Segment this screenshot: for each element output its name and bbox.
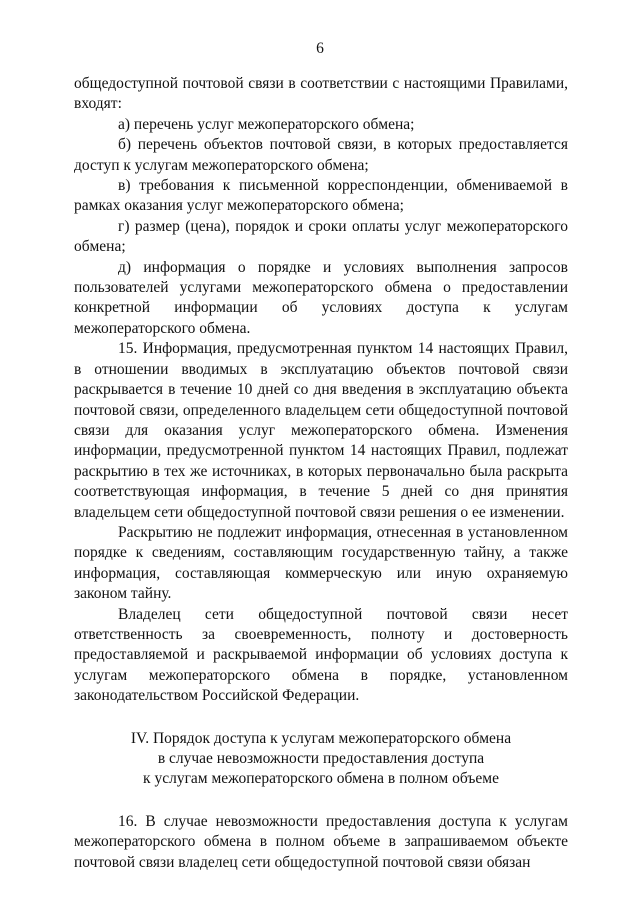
paragraph-15: 15. Информация, предусмотренная пунктом 14 настоящих Правил, в отношении вводимых в эксплуатацию объектов почтовой связи раскрывается в течение 10 дней со дня введения в эксплуатацию объекта почтовой связи, определенного владельцем сети общедоступной почтовой связи для оказания услуг межоператорского обмена. Изменения информации, предусмотренной пунктом 14 настоящих Правил, подлежат раскрытию в тех же источниках, в которых первоначально была раскрыта соответствующая информация, в течение 5 дней со дня принятия владельцем сети общедоступной почтовой связи решения о ее изменении. <box>74 340 568 521</box>
paragraph-continuation: общедоступной почтовой связи в соответствии с настоящими Правилами, входят: <box>74 75 568 113</box>
document-body <box>74 74 568 873</box>
paragraph-owner-responsibility: Владелец сети общедоступной почтовой связи несет ответственность за своевременность, полноту и достоверность предоставляемой и раскрываемой информации об условиях доступа к услугам межоператорского обмена в порядке, установленном законодательством Российской Федерации. <box>74 605 568 705</box>
list-item-d: д) информация о порядке и условиях выполнения запросов пользователей услугами межоператорского обмена о предоставлении конкретной информации об условиях доступа к услугам межоператорского обмена. <box>74 258 568 337</box>
section-heading <box>74 729 568 790</box>
paragraph-16: 16. В случае невозможности предоставления доступа к услугам межоператорского обмена в полном объеме в запрашиваемом объекте почтовой связи владелец сети общедоступной почтовой связи обязан <box>74 812 568 871</box>
page-number: 6 <box>316 40 324 57</box>
paragraph-disclosure-exception: Раскрытию не подлежит информация, отнесенная в установленном порядке к сведениям, составляющим государственную тайну, а также информация, составляющая коммерческую или иную охраняемую законом тайну. <box>74 523 568 603</box>
list-item-g: г) размер (цена), порядок и сроки оплаты услуг межоператорского обмена; <box>74 217 568 256</box>
section-heading-line: к услугам межоператорского обмена в полном объеме <box>143 770 499 788</box>
section-heading-line: IV. Порядок доступа к услугам межоператорского обмена <box>130 729 512 747</box>
section-heading-line: в случае невозможности предоставления доступа <box>157 750 485 767</box>
list-item-v: в) требования к письменной корреспонденции, обмениваемой в рамках оказания услуг межоператорского обмена; <box>74 177 568 215</box>
list-item-b: б) перечень объектов почтовой связи, в которых предоставляется доступ к услугам межоператорского обмена; <box>74 136 568 174</box>
list-item-a: а) перечень услуг межоператорского обмена; <box>118 115 415 133</box>
